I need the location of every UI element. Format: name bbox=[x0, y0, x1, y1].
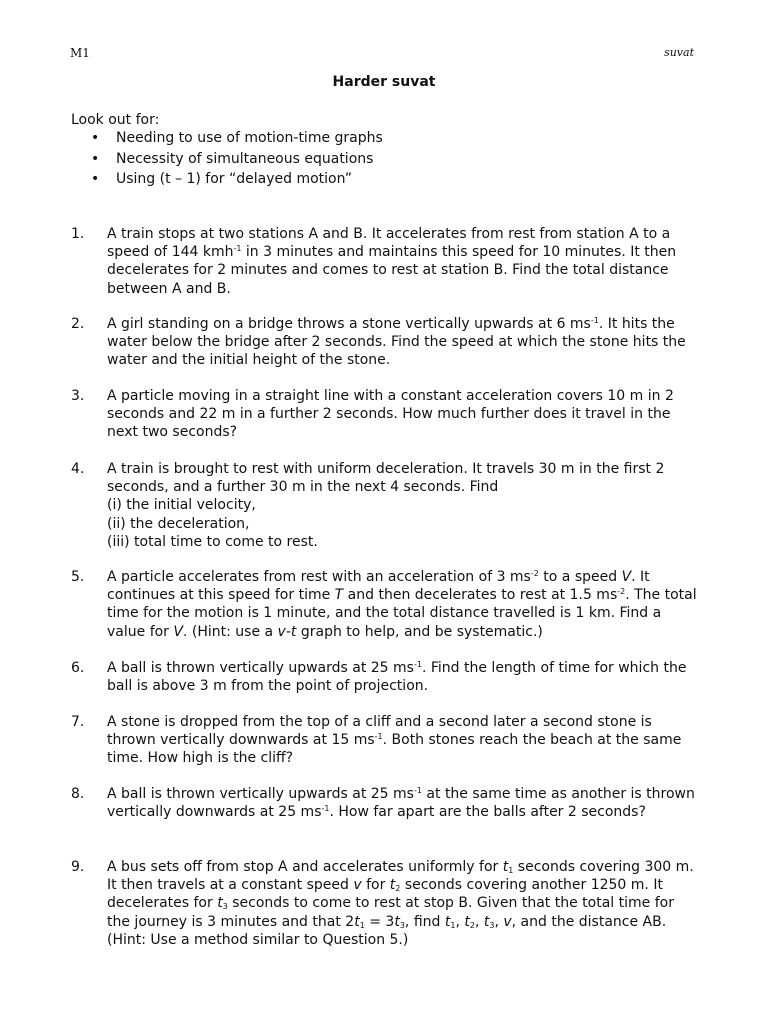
question-number: 4. bbox=[71, 461, 85, 477]
intro-text: Look out for: bbox=[71, 112, 160, 128]
question-number: 5. bbox=[71, 569, 85, 585]
question-text: A ball is thrown vertically upwards at 25 $ms^{-1}$. Find the length of time for which the ball is above 3 m from the point of projection. bbox=[107, 660, 687, 695]
tips-list bbox=[71, 128, 383, 190]
tip-item: • Needing to use of motion-time graphs bbox=[71, 128, 383, 149]
question-number: 6. bbox=[71, 660, 85, 676]
question-text: A stone is dropped from the top of a cliff and a second later a second stone is thrown vertically downwards at 15 $ms^{-1}$. Both stones reach the beach at the same time. How high is the cliff? bbox=[107, 714, 682, 767]
header-topic-label: suvat bbox=[664, 46, 694, 59]
question-number: 7. bbox=[71, 714, 85, 730]
question-number: 1. bbox=[71, 226, 85, 242]
tip-item: • Necessity of simultaneous equations bbox=[71, 149, 383, 170]
question-9 bbox=[71, 858, 701, 949]
tip-item: • Using (t – 1) for “delayed motion” bbox=[71, 169, 383, 190]
question-7 bbox=[71, 713, 701, 768]
question-text: A particle accelerates from rest with an acceleration of 3 $ms^{-2}$ to a speed V. It continues at this speed for time T and then decelerates to rest at 1.5 $ms^{-2}$. The total time for the motion is 1 minute, and the total distance travelled is 1 km. Find a value for V. (Hint: use a v-t graph to help, and be systematic.) bbox=[107, 569, 697, 640]
question-number: 3. bbox=[71, 388, 85, 404]
question-number: 9. bbox=[71, 859, 85, 875]
question-1 bbox=[71, 225, 701, 298]
question-text: A train is brought to rest with uniform deceleration. It travels 30 m in the first 2 seconds, and a further 30 m in the next 4 seconds. Find (i) the initial velocity, (ii) the deceleration, (iii) total time to come to rest. bbox=[107, 461, 665, 550]
question-text: A train stops at two stations A and B. It accelerates from rest from station A to a speed of 144 kmh$^{-1}$ in 3 minutes and maintains this speed for 10 minutes. It then decelerates for 2 minutes and comes to rest at station B. Find the total distance between A and B. bbox=[107, 226, 677, 297]
question-text: A bus sets off from stop A and accelerates uniformly for $t_1$ seconds covering 300 m. It then travels at a constant speed v for $t_2$ seconds covering another 1250 m. It decelerates for $t_3$ seconds to come to rest at stop B. Given that the total time for the journey is 3 minutes and that $2t_1 = 3t_3$, find $t_1$, $t_2$, $t_3$, v, and the distance AB. (Hint: Use a method similar to Question 5.) bbox=[107, 859, 694, 948]
page-title: Harder suvat bbox=[332, 74, 436, 90]
question-4 bbox=[71, 460, 701, 551]
question-5 bbox=[71, 568, 701, 641]
question-number: 2. bbox=[71, 316, 85, 332]
question-3 bbox=[71, 387, 701, 442]
question-number: 8. bbox=[71, 786, 85, 802]
question-6 bbox=[71, 659, 701, 695]
header-module-label: M1 bbox=[70, 46, 90, 60]
question-text: A ball is thrown vertically upwards at 25 $ms^{-1}$ at the same time as another is thrown vertically downwards at 25 $ms^{-1}$. How far apart are the balls after 2 seconds? bbox=[107, 786, 695, 821]
question-2 bbox=[71, 315, 701, 370]
question-8 bbox=[71, 785, 701, 821]
question-text: A particle moving in a straight line with a constant acceleration covers 10 m in 2 seconds and 22 m in a further 2 seconds. How much further does it travel in the next two seconds? bbox=[107, 388, 674, 441]
question-text: A girl standing on a bridge throws a stone vertically upwards at 6 $ms^{-1}$. It hits the water below the bridge after 2 seconds. Find the speed at which the stone hits the water and the initial height of the stone. bbox=[107, 316, 686, 369]
